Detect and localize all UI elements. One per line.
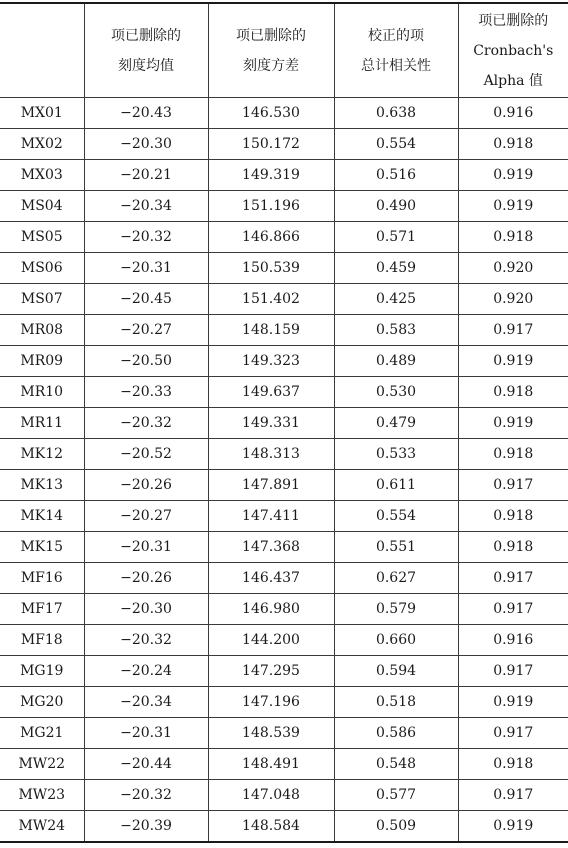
table-row (0, 191, 568, 222)
table-row (0, 470, 568, 501)
cell-corrected-item-total: 0.579 (334, 594, 458, 625)
cell-alpha-if-deleted: 0.917 (458, 563, 568, 594)
cell-corrected-item-total: 0.533 (334, 439, 458, 470)
table-row (0, 811, 568, 843)
header-row (0, 3, 568, 98)
cell-alpha-if-deleted: 0.920 (458, 284, 568, 315)
cell-corrected-item-total: 0.530 (334, 377, 458, 408)
cell-scale-variance: 146.530 (208, 98, 334, 129)
cell-alpha-if-deleted: 0.918 (458, 439, 568, 470)
table-row (0, 656, 568, 687)
cell-corrected-item-total: 0.577 (334, 780, 458, 811)
header-scale-mean-if-deleted (84, 3, 208, 98)
cell-alpha-if-deleted: 0.917 (458, 594, 568, 625)
header-line: 校正的项 (368, 27, 424, 44)
cell-corrected-item-total: 0.551 (334, 532, 458, 563)
cell-corrected-item-total: 0.660 (334, 625, 458, 656)
cell-scale-mean: −20.31 (84, 532, 208, 563)
table-row (0, 563, 568, 594)
header-line: Alpha 值 (483, 72, 543, 89)
table-row (0, 346, 568, 377)
cell-scale-variance: 150.539 (208, 253, 334, 284)
header-line: 项已删除的 (478, 12, 549, 29)
cell-item: MR08 (0, 315, 84, 346)
cell-corrected-item-total: 0.516 (334, 160, 458, 191)
cell-corrected-item-total: 0.554 (334, 501, 458, 532)
cell-corrected-item-total: 0.509 (334, 811, 458, 843)
cell-alpha-if-deleted: 0.917 (458, 470, 568, 501)
cell-item: MG20 (0, 687, 84, 718)
table-row (0, 129, 568, 160)
cell-corrected-item-total: 0.594 (334, 656, 458, 687)
cell-corrected-item-total: 0.638 (334, 98, 458, 129)
cell-scale-mean: −20.39 (84, 811, 208, 843)
cell-item: MR11 (0, 408, 84, 439)
table-row (0, 594, 568, 625)
header-line: 总计相关性 (361, 57, 431, 74)
cell-scale-variance: 147.196 (208, 687, 334, 718)
cell-corrected-item-total: 0.554 (334, 129, 458, 160)
table-row (0, 315, 568, 346)
cell-corrected-item-total: 0.571 (334, 222, 458, 253)
cell-alpha-if-deleted: 0.917 (458, 315, 568, 346)
cell-item: MG19 (0, 656, 84, 687)
table-row (0, 749, 568, 780)
cell-corrected-item-total: 0.518 (334, 687, 458, 718)
header-line: 刻度方差 (243, 57, 299, 74)
cell-alpha-if-deleted: 0.919 (458, 160, 568, 191)
cell-item: MK14 (0, 501, 84, 532)
cell-scale-variance: 146.437 (208, 563, 334, 594)
cell-corrected-item-total: 0.479 (334, 408, 458, 439)
cell-scale-variance: 149.331 (208, 408, 334, 439)
cell-scale-variance: 149.319 (208, 160, 334, 191)
cell-scale-mean: −20.52 (84, 439, 208, 470)
cell-scale-mean: −20.21 (84, 160, 208, 191)
cell-scale-variance: 147.048 (208, 780, 334, 811)
cell-scale-variance: 147.295 (208, 656, 334, 687)
cell-item: MS04 (0, 191, 84, 222)
cell-scale-mean: −20.24 (84, 656, 208, 687)
cell-alpha-if-deleted: 0.919 (458, 687, 568, 718)
cell-alpha-if-deleted: 0.917 (458, 718, 568, 749)
cell-scale-mean: −20.33 (84, 377, 208, 408)
cell-corrected-item-total: 0.459 (334, 253, 458, 284)
cell-item: MW24 (0, 811, 84, 843)
header-alpha-if-deleted (458, 3, 568, 98)
cell-scale-variance: 151.402 (208, 284, 334, 315)
header-line: 项已删除的 (236, 27, 306, 44)
table-row (0, 718, 568, 749)
cell-item: MX02 (0, 129, 84, 160)
cell-scale-mean: −20.31 (84, 253, 208, 284)
cell-corrected-item-total: 0.627 (334, 563, 458, 594)
cell-scale-mean: −20.32 (84, 625, 208, 656)
cell-scale-variance: 148.491 (208, 749, 334, 780)
cell-item: MW22 (0, 749, 84, 780)
cell-scale-variance: 147.891 (208, 470, 334, 501)
cell-scale-variance: 147.368 (208, 532, 334, 563)
cell-alpha-if-deleted: 0.919 (458, 408, 568, 439)
cell-scale-mean: −20.27 (84, 501, 208, 532)
table-row (0, 377, 568, 408)
cell-item: MF18 (0, 625, 84, 656)
cell-scale-mean: −20.27 (84, 315, 208, 346)
table-row (0, 160, 568, 191)
cell-scale-mean: −20.26 (84, 563, 208, 594)
cell-scale-variance: 146.980 (208, 594, 334, 625)
cell-corrected-item-total: 0.425 (334, 284, 458, 315)
cell-scale-variance: 148.159 (208, 315, 334, 346)
cell-scale-variance: 149.637 (208, 377, 334, 408)
table-row (0, 532, 568, 563)
table-row (0, 284, 568, 315)
header-item-empty (0, 3, 84, 98)
cell-item: MR09 (0, 346, 84, 377)
cell-scale-variance: 148.539 (208, 718, 334, 749)
cell-alpha-if-deleted: 0.918 (458, 377, 568, 408)
cell-scale-mean: −20.34 (84, 191, 208, 222)
table-row (0, 625, 568, 656)
cell-item: MK15 (0, 532, 84, 563)
cell-scale-variance: 148.313 (208, 439, 334, 470)
table-body (0, 98, 568, 843)
header-corrected-item-total-correlation (334, 3, 458, 98)
cell-alpha-if-deleted: 0.919 (458, 191, 568, 222)
cell-item: MS05 (0, 222, 84, 253)
cell-corrected-item-total: 0.548 (334, 749, 458, 780)
table-row (0, 501, 568, 532)
cell-scale-mean: −20.45 (84, 284, 208, 315)
cell-corrected-item-total: 0.583 (334, 315, 458, 346)
table-row (0, 408, 568, 439)
table-row (0, 780, 568, 811)
table-row (0, 439, 568, 470)
cell-item: MK12 (0, 439, 84, 470)
cell-alpha-if-deleted: 0.918 (458, 749, 568, 780)
cell-item: MF17 (0, 594, 84, 625)
cell-scale-mean: −20.43 (84, 98, 208, 129)
cell-item: MS07 (0, 284, 84, 315)
item-total-statistics-table (0, 2, 568, 843)
cell-scale-variance: 150.172 (208, 129, 334, 160)
cell-alpha-if-deleted: 0.918 (458, 222, 568, 253)
cell-scale-mean: −20.32 (84, 780, 208, 811)
cell-alpha-if-deleted: 0.918 (458, 129, 568, 160)
header-line: 刻度均值 (118, 57, 174, 74)
cell-scale-variance: 148.584 (208, 811, 334, 843)
cell-scale-variance: 146.866 (208, 222, 334, 253)
cell-scale-variance: 149.323 (208, 346, 334, 377)
header-line: 项已删除的 (111, 27, 181, 44)
cell-scale-mean: −20.50 (84, 346, 208, 377)
cell-scale-mean: −20.30 (84, 594, 208, 625)
cell-item: MF16 (0, 563, 84, 594)
cell-corrected-item-total: 0.611 (334, 470, 458, 501)
cell-scale-mean: −20.32 (84, 222, 208, 253)
cell-alpha-if-deleted: 0.917 (458, 656, 568, 687)
cell-corrected-item-total: 0.489 (334, 346, 458, 377)
cell-item: MS06 (0, 253, 84, 284)
cell-scale-variance: 151.196 (208, 191, 334, 222)
table-row (0, 253, 568, 284)
cell-alpha-if-deleted: 0.918 (458, 532, 568, 563)
header-line: Cronbach's (473, 42, 554, 59)
cell-scale-mean: −20.30 (84, 129, 208, 160)
cell-scale-mean: −20.31 (84, 718, 208, 749)
cell-alpha-if-deleted: 0.919 (458, 346, 568, 377)
cell-alpha-if-deleted: 0.916 (458, 98, 568, 129)
cell-item: MG21 (0, 718, 84, 749)
cell-corrected-item-total: 0.586 (334, 718, 458, 749)
cell-item: MX01 (0, 98, 84, 129)
cell-scale-variance: 147.411 (208, 501, 334, 532)
table-row (0, 687, 568, 718)
cell-alpha-if-deleted: 0.916 (458, 625, 568, 656)
cell-scale-mean: −20.34 (84, 687, 208, 718)
header-scale-variance-if-deleted (208, 3, 334, 98)
cell-item: MK13 (0, 470, 84, 501)
cell-item: MR10 (0, 377, 84, 408)
cell-item: MW23 (0, 780, 84, 811)
cell-item: MX03 (0, 160, 84, 191)
cell-scale-mean: −20.26 (84, 470, 208, 501)
table-row (0, 222, 568, 253)
table-header (0, 3, 568, 98)
table-row (0, 98, 568, 129)
cell-scale-mean: −20.32 (84, 408, 208, 439)
cell-scale-mean: −20.44 (84, 749, 208, 780)
cell-alpha-if-deleted: 0.920 (458, 253, 568, 284)
cell-alpha-if-deleted: 0.919 (458, 811, 568, 843)
cell-alpha-if-deleted: 0.918 (458, 501, 568, 532)
cell-scale-variance: 144.200 (208, 625, 334, 656)
cell-alpha-if-deleted: 0.917 (458, 780, 568, 811)
cell-corrected-item-total: 0.490 (334, 191, 458, 222)
